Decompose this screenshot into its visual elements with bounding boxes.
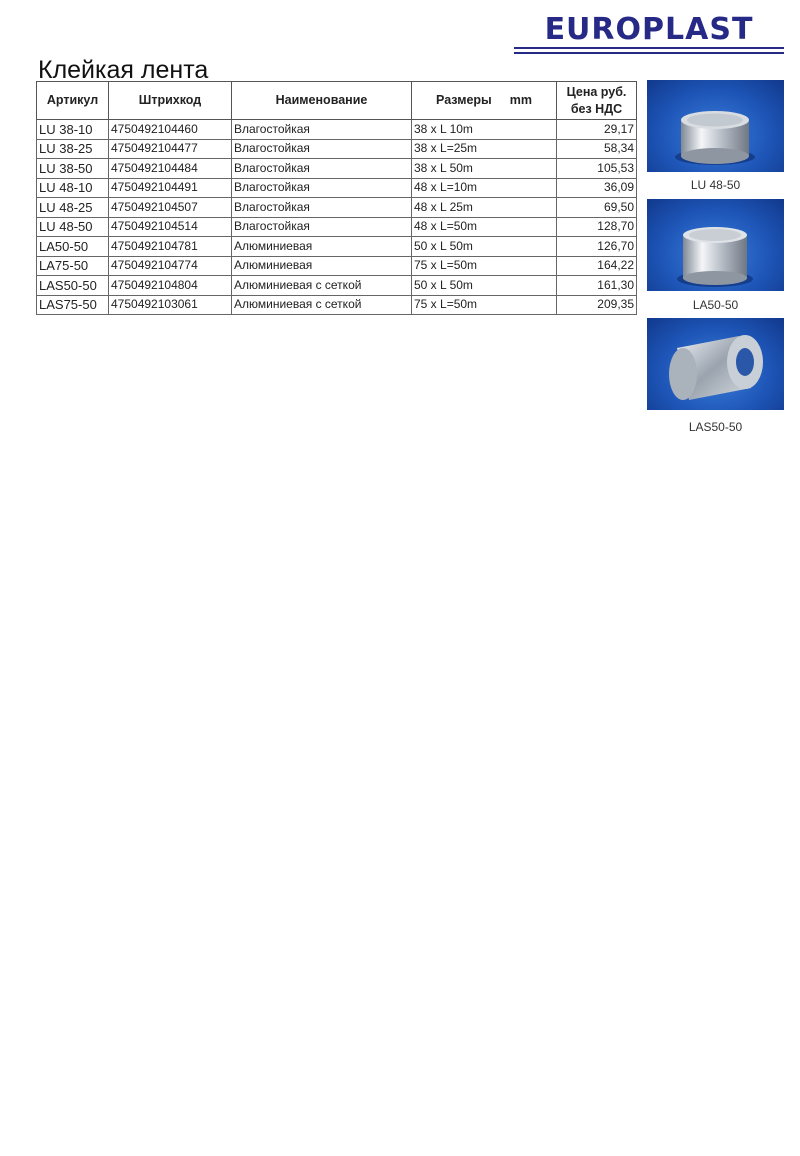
cell-size: 38 x L=25m <box>412 139 557 159</box>
page-title: Клейкая лента <box>38 56 209 84</box>
cell-barcode: 4750492104491 <box>109 178 232 198</box>
tape-roll-photo <box>647 80 784 172</box>
tape-roll-photo <box>647 318 784 410</box>
cell-article: LU 48-50 <box>37 217 109 237</box>
cell-article: LU 38-50 <box>37 159 109 179</box>
table-header-row <box>37 82 637 120</box>
cell-price: 105,53 <box>557 159 637 179</box>
cell-size: 48 x L=10m <box>412 178 557 198</box>
cell-name: Влагостойкая <box>232 217 412 237</box>
cell-price: 209,35 <box>557 295 637 315</box>
cell-barcode: 4750492104484 <box>109 159 232 179</box>
table-row <box>37 178 637 198</box>
table-row <box>37 217 637 237</box>
cell-article: LAS50-50 <box>37 276 109 296</box>
cell-barcode: 4750492103061 <box>109 295 232 315</box>
cell-price: 161,30 <box>557 276 637 296</box>
photo-caption: LA50-50 <box>692 298 739 312</box>
cell-price: 58,34 <box>557 139 637 159</box>
table-row <box>37 198 637 218</box>
table-row <box>37 159 637 179</box>
cell-name: Влагостойкая <box>232 159 412 179</box>
cell-barcode: 4750492104477 <box>109 139 232 159</box>
cell-size: 50 x L 50m <box>412 237 557 257</box>
photo-caption: LAS50-50 <box>688 420 743 434</box>
cell-article: LU 38-25 <box>37 139 109 159</box>
logo-rule <box>514 52 784 54</box>
logo-rule <box>514 47 784 49</box>
cell-price: 29,17 <box>557 120 637 140</box>
table-row <box>37 237 637 257</box>
price-table <box>36 81 637 315</box>
cell-article: LU 48-10 <box>37 178 109 198</box>
cell-size: 48 x L=50m <box>412 217 557 237</box>
cell-name: Алюминиевая с сеткой <box>232 295 412 315</box>
cell-price: 128,70 <box>557 217 637 237</box>
cell-price: 36,09 <box>557 178 637 198</box>
photo-caption: LU 48-50 <box>690 178 741 192</box>
cell-name: Алюминиевая с сеткой <box>232 276 412 296</box>
cell-price: 69,50 <box>557 198 637 218</box>
header-size <box>412 82 557 120</box>
cell-price: 164,22 <box>557 256 637 276</box>
header-name: Наименование <box>232 82 412 120</box>
tape-roll-icon <box>647 199 784 291</box>
table-row <box>37 295 637 315</box>
header-size-label: Размеры <box>436 93 492 107</box>
cell-article: LA50-50 <box>37 237 109 257</box>
header-article: Артикул <box>37 82 109 120</box>
header-price-line2: без НДС <box>570 101 623 116</box>
cell-price: 126,70 <box>557 237 637 257</box>
cell-barcode: 4750492104774 <box>109 256 232 276</box>
cell-barcode: 4750492104514 <box>109 217 232 237</box>
europlast-logo <box>514 14 784 54</box>
cell-barcode: 4750492104460 <box>109 120 232 140</box>
header-barcode: Штрихкод <box>109 82 232 120</box>
cell-name: Алюминиевая <box>232 256 412 276</box>
tape-roll-icon <box>647 80 784 172</box>
cell-name: Влагостойкая <box>232 139 412 159</box>
table-row <box>37 139 637 159</box>
cell-size: 38 x L 10m <box>412 120 557 140</box>
tape-roll-icon <box>647 318 784 410</box>
logo-text: EUROPLAST <box>544 12 754 47</box>
table-row <box>37 256 637 276</box>
cell-size: 75 x L=50m <box>412 256 557 276</box>
cell-article: LU 48-25 <box>37 198 109 218</box>
cell-size: 50 x L 50m <box>412 276 557 296</box>
cell-barcode: 4750492104507 <box>109 198 232 218</box>
cell-name: Влагостойкая <box>232 198 412 218</box>
cell-name: Влагостойкая <box>232 178 412 198</box>
cell-size: 48 x L 25m <box>412 198 557 218</box>
table-row <box>37 276 637 296</box>
header-price-line1: Цена руб. <box>566 84 627 99</box>
cell-name: Влагостойкая <box>232 120 412 140</box>
header-size-unit: mm <box>509 93 532 107</box>
tape-roll-photo <box>647 199 784 291</box>
cell-article: LAS75-50 <box>37 295 109 315</box>
cell-barcode: 4750492104804 <box>109 276 232 296</box>
cell-size: 38 x L 50m <box>412 159 557 179</box>
header-price <box>557 82 637 120</box>
cell-name: Алюминиевая <box>232 237 412 257</box>
cell-barcode: 4750492104781 <box>109 237 232 257</box>
table-row <box>37 120 637 140</box>
cell-article: LA75-50 <box>37 256 109 276</box>
cell-size: 75 x L=50m <box>412 295 557 315</box>
cell-article: LU 38-10 <box>37 120 109 140</box>
